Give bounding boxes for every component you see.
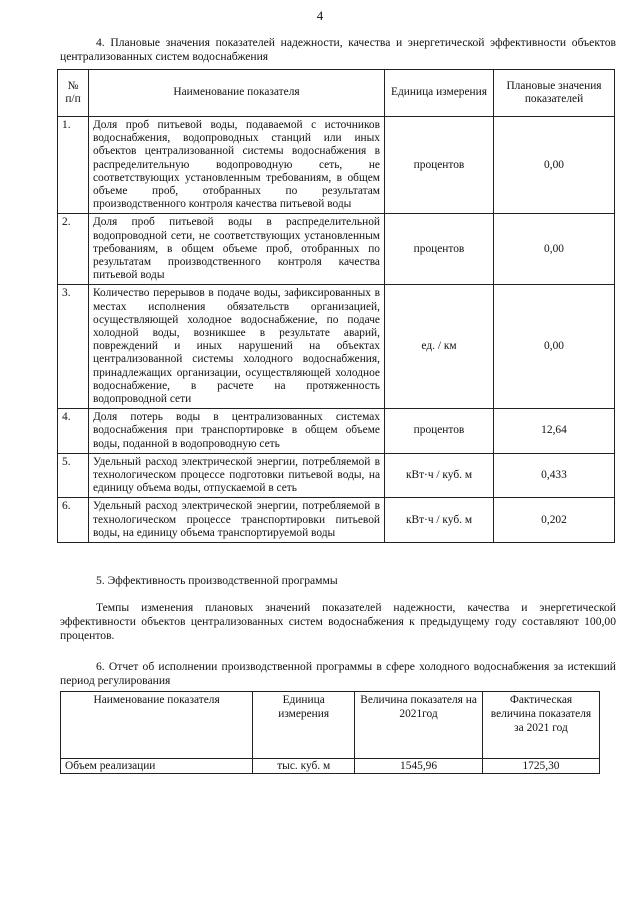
row-name: Доля проб питьевой воды в распределительной водопроводной сети, не соответствующих установленным требованиям, в общем объеме проб, отобранных по результатам производственного контроля качества питьевой воды	[89, 214, 385, 285]
row-name: Удельный расход электрической энергии, потребляемой в технологическом процессе транспортировки питьевой воды, на единицу объема транспортируемой воды	[89, 498, 385, 543]
page-number: 4	[316, 8, 324, 23]
header-name: Наименование показателя	[89, 70, 385, 117]
row-value: 0,00	[494, 117, 615, 214]
row-unit: тыс. куб. м	[253, 759, 355, 774]
header-unit: Единица измерения	[385, 70, 494, 117]
row-num: 6.	[58, 498, 89, 543]
header-name: Наименование показателя	[61, 692, 253, 759]
row-unit: кВт·ч / куб. м	[385, 453, 494, 498]
row-value: 0,433	[494, 453, 615, 498]
row-value: 12,64	[494, 409, 615, 454]
table-row	[58, 214, 615, 285]
header-planned: Величина показателя на 2021год	[355, 692, 483, 759]
row-num: 5.	[58, 453, 89, 498]
program-report-table	[60, 691, 600, 774]
row-value: 0,00	[494, 285, 615, 409]
table-row	[58, 117, 615, 214]
header-value: Плановые значения показателей	[494, 70, 615, 117]
row-unit: ед. / км	[385, 285, 494, 409]
table-row	[58, 453, 615, 498]
row-num: 2.	[58, 214, 89, 285]
row-num: 1.	[58, 117, 89, 214]
table-header-row	[61, 692, 600, 759]
table-row	[58, 285, 615, 409]
row-value: 0,202	[494, 498, 615, 543]
header-actual: Фактическая величина показателя за 2021 год	[482, 692, 599, 759]
row-name: Доля потерь воды в централизованных системах водоснабжения при транспортировке в общем объеме воды, поданной в водопроводную сеть	[89, 409, 385, 454]
row-value: 0,00	[494, 214, 615, 285]
planned-indicators-table	[57, 69, 615, 543]
table-row	[58, 498, 615, 543]
row-name: Доля проб питьевой воды, подаваемой с источников водоснабжения, водопроводных станций или иных объектов централизованной системы водоснабжения в распределительную водопроводную сеть, не соответствующих установленным требованиям, в общем объеме проб, отобранных по результатам производственного контроля качества питьевой воды	[89, 117, 385, 214]
row-num: 4.	[58, 409, 89, 454]
row-name: Количество перерывов в подаче воды, зафиксированных в местах исполнения обязательств организацией, осуществляющей холодное водоснабжение, по подаче холодной воды, возникшее в результате аварий, повреждений и иных нарушений на объектах централизованной системы холодного водоснабжения, принадлежащих организации, осуществляющей холодное водоснабжение, в расчете на протяженность водопроводной сети	[89, 285, 385, 409]
row-unit: процентов	[385, 214, 494, 285]
row-planned: 1545,96	[355, 759, 483, 774]
header-unit: Единица измерения	[253, 692, 355, 759]
section-5-text: Темпы изменения плановых значений показателей надежности, качества и энергетической эффективности объектов централизованных систем водоснабжения к предыдущему году составляют 100,00 процентов.	[60, 601, 616, 642]
row-name: Удельный расход электрической энергии, потребляемой в технологическом процессе подготовки питьевой воды, на единицу объема воды, отпускаемой в сеть	[89, 453, 385, 498]
row-num: 3.	[58, 285, 89, 409]
section-4-title: 4. Плановые значения показателей надежности, качества и энергетической эффективности объектов централизованных систем водоснабжения	[60, 36, 616, 63]
row-name: Объем реализации	[61, 759, 253, 774]
row-actual: 1725,30	[482, 759, 599, 774]
table-row	[61, 759, 600, 774]
row-unit: процентов	[385, 117, 494, 214]
row-unit: процентов	[385, 409, 494, 454]
section-6-title: 6. Отчет об исполнении производственной программы в сфере холодного водоснабжения за истекший период регулирования	[60, 660, 616, 687]
row-unit: кВт·ч / куб. м	[385, 498, 494, 543]
table-header-row	[58, 70, 615, 117]
header-num: № п/п	[58, 70, 89, 117]
table-row	[58, 409, 615, 454]
section-5-title: 5. Эффективность производственной программы	[96, 574, 338, 587]
